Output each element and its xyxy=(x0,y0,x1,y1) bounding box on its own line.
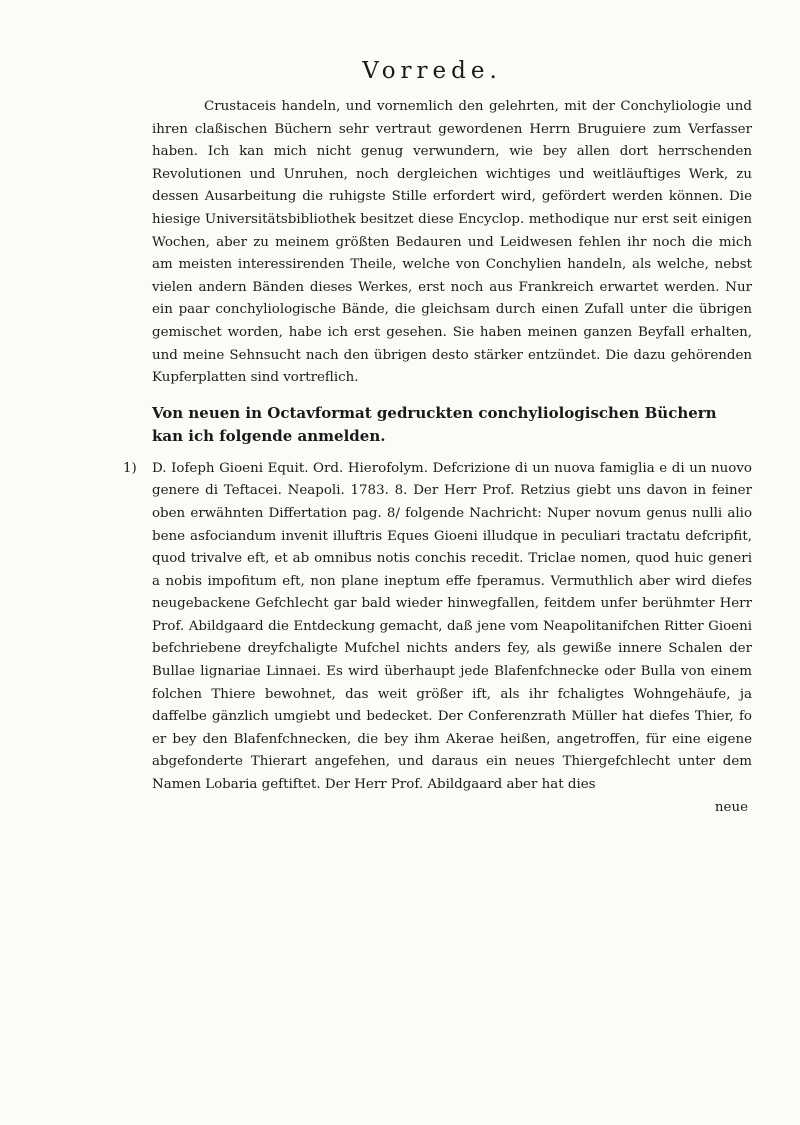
entry-number: 1) xyxy=(123,460,137,476)
catchword: neue xyxy=(714,799,748,815)
bibliography-entry-1 xyxy=(123,458,752,797)
entry-text: D. Iofeph Gioeni Equit. Ord. Hierofolym. Defcrizione di un nuova famiglia e di un nuovo genere di Teftacei. Neapoli. 1783. 8. Der Herr Prof. Retzius giebt uns davon in feiner oben erwähnten Differtation pag. 8/ folgende Nachricht: Nuper novum genus nulli alio bene asfociandum invenit illuftris Eques Gioeni illudque in peculiari tractatu defcripfit, quod trivalve eft, et ab omnibus notis conchis recedit. Triclae nomen, quod huic generi a nobis impofitum eft, non plane ineptum effe fperamus. Vermuthlich aber wird diefes neugebackene Gefchlecht gar bald wieder hinwegfallen, feitdem unfer berühmter Herr Prof. Abildgaard die Entdeckung gemacht, daß jene vom Neapolitanifchen Ritter Gioeni befchriebene dreyfchaligte Mufchel nichts anders fey, als gewiße innere Schalen der Bullae lignariae Linnaei. Es wird überhaupt jede Blafenfchnecke oder Bulla von einem folchen Thiere bewohnet, das weit größer ift, als ihr fchaligtes Wohngehäufe, ja daffelbe gänzlich umgiebt und bedecket. Der Conferenzrath Müller hat diefes Thier, fo er bey den Blafenfchnecken, die bey ihm Akerae heißen, angetroffen, für eine eigene abgefonderte Thierart angefehen, und daraus ein neues Thiergefchlecht unter dem Namen Lobaria geftiftet. Der Herr Prof. Abildgaard aber hat dies xyxy=(152,460,752,793)
page xyxy=(123,58,752,819)
running-head: Vorrede. xyxy=(362,58,502,84)
section-heading: Von neuen in Octavformat gedruckten conchyliologischen Büchern kan ich folgende anmelden. xyxy=(152,403,717,445)
intro-paragraph: Crustaceis handeln, und vornemlich den gelehrten, mit der Conchyliologie und ihren claßischen Büchern sehr vertraut gewordenen Herrn Bruguiere zum Verfasser haben. Ich kan mich nicht genug verwundern, wie bey allen dort herrschenden Revolutionen und Unruhen, noch dergleichen wichtiges und weitläuftiges Werk, zu dessen Ausarbeitung die ruhigste Stille erfordert wird, gefördert werden können. Die hiesige Universitätsbibliothek besitzet diese Encyclop. methodique nur erst seit einigen Wochen, aber zu meinem größten Bedauren und Leidwesen fehlen ihr noch die mich am meisten interessirenden Theile, welche von Conchylien handeln, als welche, nebst vielen andern Bänden dieses Werkes, erst noch aus Frankreich erwartet werden. Nur ein paar conchyliologische Bände, die gleichsam durch einen Zufall unter die übrigen gemischet worden, habe ich erst gesehen. Sie haben meinen ganzen Beyfall erhalten, und meine Sehnsucht nach den übrigen desto stärker entzündet. Die dazu gehörenden Kupferplatten sind vortreflich. xyxy=(152,99,752,386)
